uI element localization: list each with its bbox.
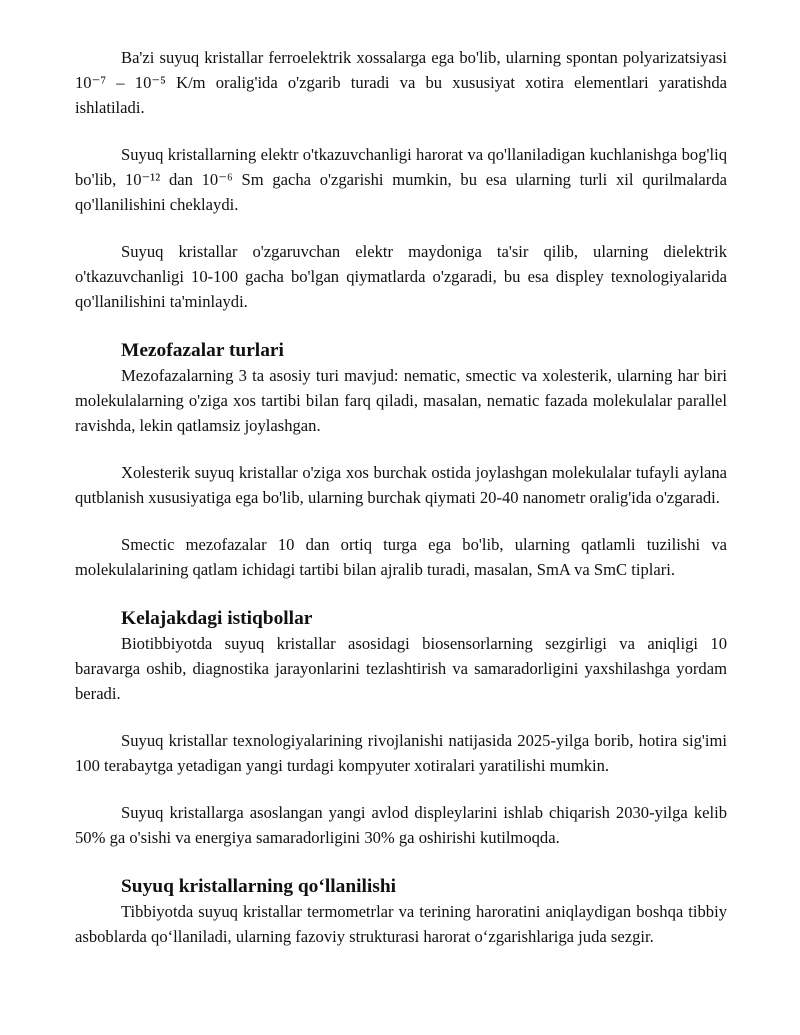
paragraph-mesophase-types: Mezofazalarning 3 ta asosiy turi mavjud: nematic, smectic va xolesterik, ularning har biri molekulalarning o'ziga xos tartibi bilan farq qiladi, masalan, nematic fazada molekulalar parallel ravishda, lekin qatlamsiz joylashgan. (75, 366, 727, 435)
paragraph-dielectric: Suyuq kristallar o'zgaruvchan elektr maydoniga ta'sir qilib, ularning dielektrik o'tkazuvchanligi 10-100 gacha bo'lgan qiymatlarda o'zgaradi, bu esa displey texnologiyalarida qo'llanilishini ta'minlaydi. (75, 242, 727, 311)
paragraph-memory: Suyuq kristallar texnologiyalarining rivojlanishi natijasida 2025-yilga borib, hotira sig'imi 100 terabaytga yetadigan yangi turdagi kompyuter xotiralari yaratilishi mumkin. (75, 731, 727, 775)
heading-mesophase-types: Mezofazalar turlari (121, 340, 284, 361)
paragraph-cholesteric: Xolesterik suyuq kristallar o'ziga xos burchak ostida joylashgan molekulalar tufayli aylana qutblanish xususiyatiga ega bo'lib, ularning burchak qiymati 20-40 nanometr oralig'ida o'zgaradi. (75, 463, 727, 507)
paragraph-displays: Suyuq kristallarga asoslangan yangi avlod displeylarini ishlab chiqarish 2030-yilga kelib 50% ga o'sishi va energiya samaradorligini 30% ga oshirishi kutilmoqda. (75, 803, 727, 847)
document-page (75, 45, 727, 949)
paragraph-smectic: Smectic mezofazalar 10 dan ortiq turga ega bo'lib, ularning qatlamli tuzilishi va molekulalarining qatlam ichidagi tartibi bilan ajralib turadi, masalan, SmA va SmC tiplari. (75, 535, 727, 579)
heading-applications: Suyuq kristallarning qo‘llanilishi (121, 876, 397, 897)
paragraph-ferroelectric: Ba'zi suyuq kristallar ferroelektrik xossalarga ega bo'lib, ularning spontan polyarizatsiyasi 10⁻⁷ – 10⁻⁵ K/m oralig'ida o'zgarib turadi va bu xususiyat xotira elementlari yaratishda ishlatiladi. (75, 48, 727, 117)
paragraph-conductivity: Suyuq kristallarning elektr o'tkazuvchanligi harorat va qo'llaniladigan kuchlanishga bog'liq bo'lib, 10⁻¹² dan 10⁻⁶ Sm gacha o'zgarishi mumkin, bu esa ularning turli xil qurilmalarda qo'llanilishini cheklaydi. (75, 145, 727, 214)
paragraph-biomedicine: Biotibbiyotda suyuq kristallar asosidagi biosensorlarning sezgirligi va aniqligi 10 baravarga oshib, diagnostika jarayonlarini tezlashtirish va samaradorligini yaxshilashga yordam beradi. (75, 634, 727, 703)
heading-future-prospects: Kelajakdagi istiqbollar (121, 608, 313, 629)
paragraph-medicine: Tibbiyotda suyuq kristallar termometrlar va terining haroratini aniqlaydigan boshqa tibbiy asboblarda qo‘llaniladi, ularning fazoviy strukturasi harorat o‘zgarishlariga juda sezgir. (75, 902, 727, 946)
